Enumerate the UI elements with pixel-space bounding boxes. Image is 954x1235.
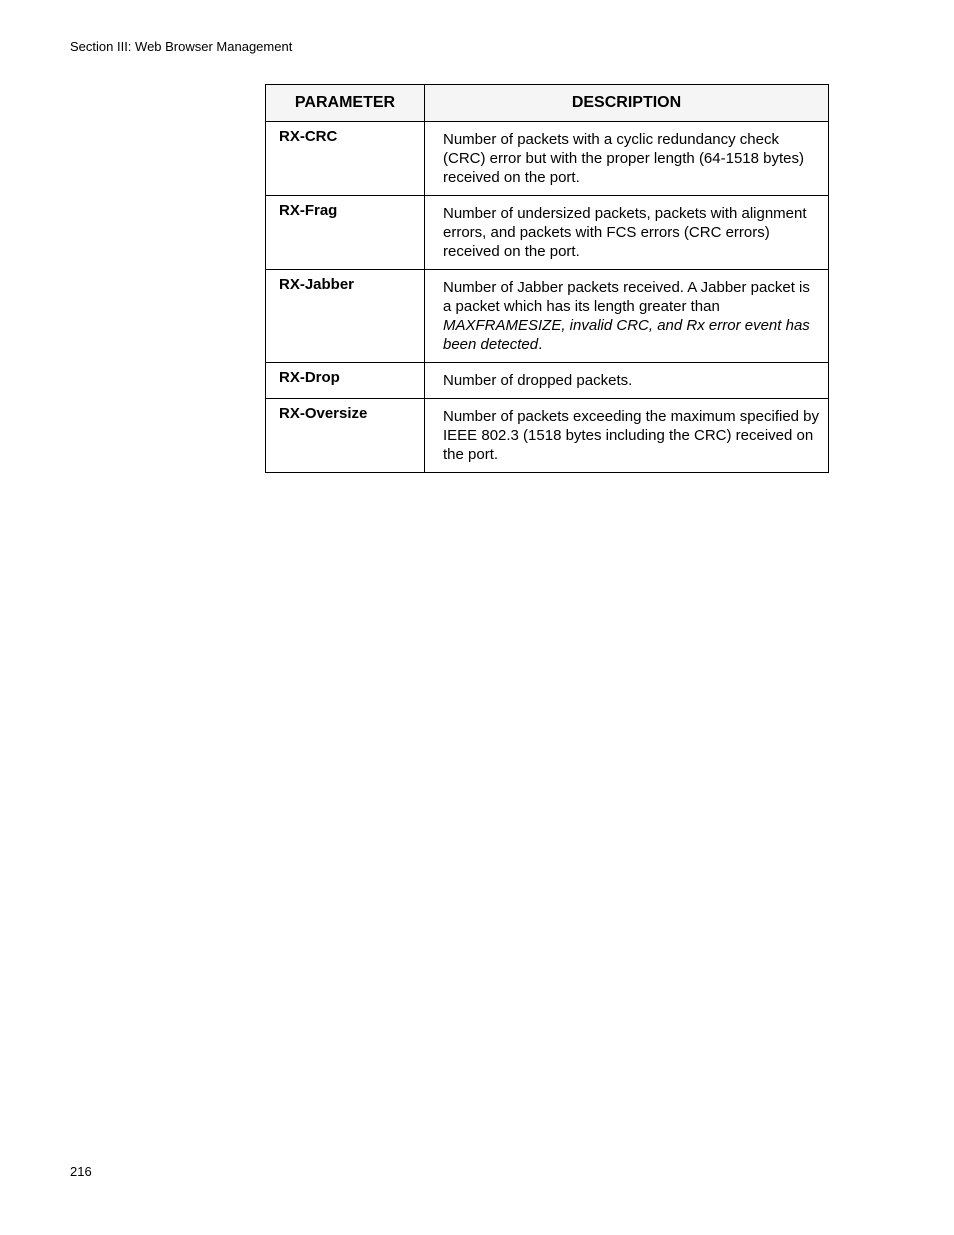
description-text: Number of packets exceeding the maximum specified by IEEE 802.3 (1518 bytes including the CRC) received on the port. bbox=[443, 408, 820, 463]
description-text: Number of packets with a cyclic redundancy check (CRC) error but with the proper length (64-1518 bytes) received on the port. bbox=[443, 131, 804, 186]
table-row bbox=[266, 363, 829, 399]
description-text: Number of Jabber packets received. A Jabber packet is a packet which has its length greater than bbox=[443, 279, 810, 315]
parameter-name: RX-Jabber bbox=[266, 270, 425, 363]
description-text: Number of dropped packets. bbox=[443, 372, 633, 389]
parameter-name: RX-Frag bbox=[266, 196, 425, 270]
table-row bbox=[266, 399, 829, 473]
page-number: 216 bbox=[70, 1164, 92, 1179]
description-suffix: . bbox=[538, 336, 543, 353]
parameter-description bbox=[425, 122, 829, 196]
description-text: Number of undersized packets, packets with alignment errors, and packets with FCS errors (CRC errors) received on the port. bbox=[443, 205, 807, 260]
parameter-table bbox=[265, 84, 829, 473]
parameter-name: RX-Drop bbox=[266, 363, 425, 399]
table-row bbox=[266, 122, 829, 196]
description-italic-text: MAXFRAMESIZE, invalid CRC, and Rx error event has been detected bbox=[443, 317, 810, 353]
parameter-description bbox=[425, 270, 829, 363]
parameter-name: RX-Oversize bbox=[266, 399, 425, 473]
parameter-description bbox=[425, 399, 829, 473]
parameter-name: RX-CRC bbox=[266, 122, 425, 196]
table-row bbox=[266, 270, 829, 363]
parameter-description bbox=[425, 196, 829, 270]
column-header-parameter: PARAMETER bbox=[266, 85, 425, 122]
running-header: Section III: Web Browser Management bbox=[70, 39, 293, 54]
parameter-description bbox=[425, 363, 829, 399]
table-header-row bbox=[266, 85, 829, 122]
column-header-description: DESCRIPTION bbox=[425, 85, 829, 122]
table-row bbox=[266, 196, 829, 270]
